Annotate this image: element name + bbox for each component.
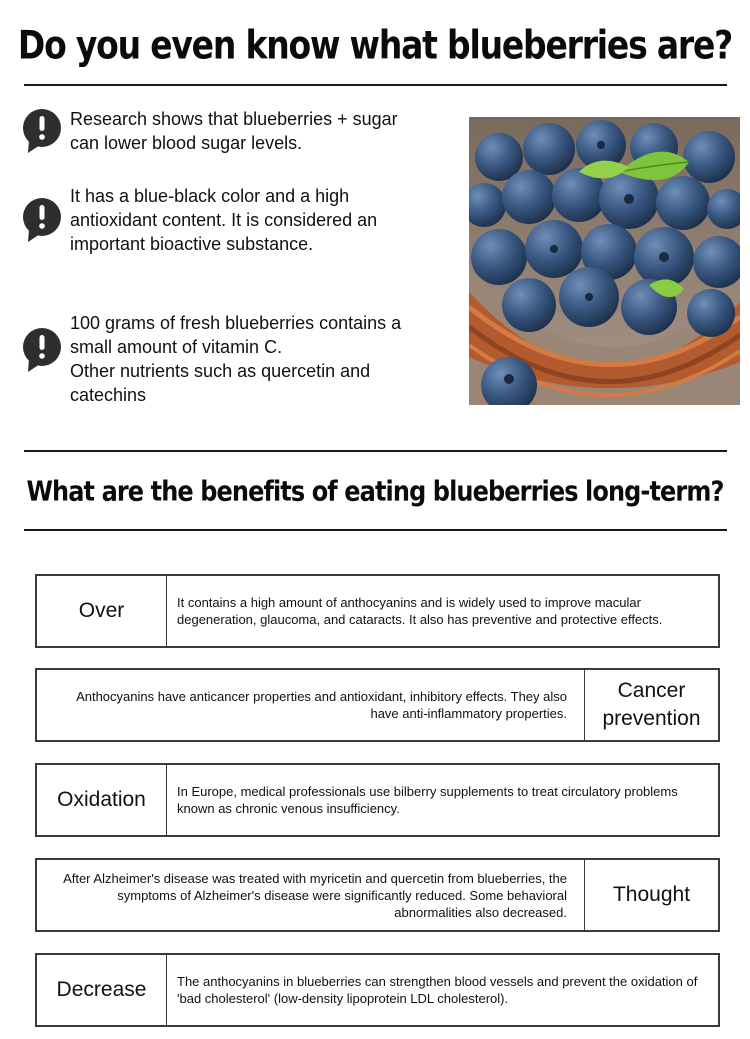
benefit-description: In Europe, medical professionals use bilberry supplements to treat circulatory problems known as chronic venous insufficiency.	[177, 784, 678, 816]
fact-line: important bioactive substance.	[70, 234, 314, 254]
divider-top	[24, 84, 727, 86]
benefit-row	[35, 858, 720, 932]
benefit-label: Thought	[584, 860, 718, 930]
fact-line: can lower blood sugar levels.	[70, 133, 303, 153]
fact-text	[70, 107, 398, 155]
divider-lower	[24, 529, 727, 531]
benefit-description: It contains a high amount of anthocyanins and is widely used to improve macular degeneration, glaucoma, and cataracts. It also has preventive and protective effects.	[177, 595, 663, 627]
benefit-row	[35, 668, 720, 742]
benefit-description: The anthocyanins in blueberries can strengthen blood vessels and prevent the oxidation of 'bad cholesterol' (low-density lipoprotein LDL cholesterol).	[177, 974, 698, 1006]
benefit-label: Over	[37, 576, 167, 646]
fact-line: It has a blue-black color and a high	[70, 186, 350, 206]
benefit-row	[35, 953, 720, 1027]
exclamation-speech-bubble-icon	[20, 196, 64, 244]
benefit-label: Decrease	[37, 955, 167, 1025]
fact-line: small amount of vitamin C.	[70, 337, 283, 357]
benefit-description: Anthocyanins have anticancer properties and antioxidant, inhibitory effects. They also have anti-inflammatory properties.	[76, 689, 567, 721]
fact-line: catechins	[70, 385, 147, 405]
benefit-row	[35, 574, 720, 648]
benefit-label: Cancer prevention	[584, 670, 718, 740]
fact-line: Other nutrients such as quercetin and	[70, 361, 371, 381]
divider-middle	[24, 450, 727, 452]
exclamation-speech-bubble-icon	[20, 326, 64, 374]
exclamation-speech-bubble-icon	[20, 107, 64, 155]
benefit-description: After Alzheimer's disease was treated with myricetin and quercetin from blueberries, the symptoms of Alzheimer's disease were significantly reduced. Some behavioral abnormalities also decreased.	[63, 870, 567, 920]
fact-line: 100 grams of fresh blueberries contains a	[70, 313, 402, 333]
fact-text	[70, 311, 401, 407]
fact-text	[70, 184, 377, 256]
blueberry-basket-image	[469, 117, 740, 405]
section-heading: What are the benefits of eating blueberries long-term?	[26, 475, 724, 508]
benefit-label: Oxidation	[37, 765, 167, 835]
fact-line: antioxidant content. It is considered an	[70, 210, 378, 230]
page-title: Do you even know what blueberries are?	[17, 22, 733, 69]
benefit-row	[35, 763, 720, 837]
fact-line: Research shows that blueberries + sugar	[70, 109, 398, 129]
